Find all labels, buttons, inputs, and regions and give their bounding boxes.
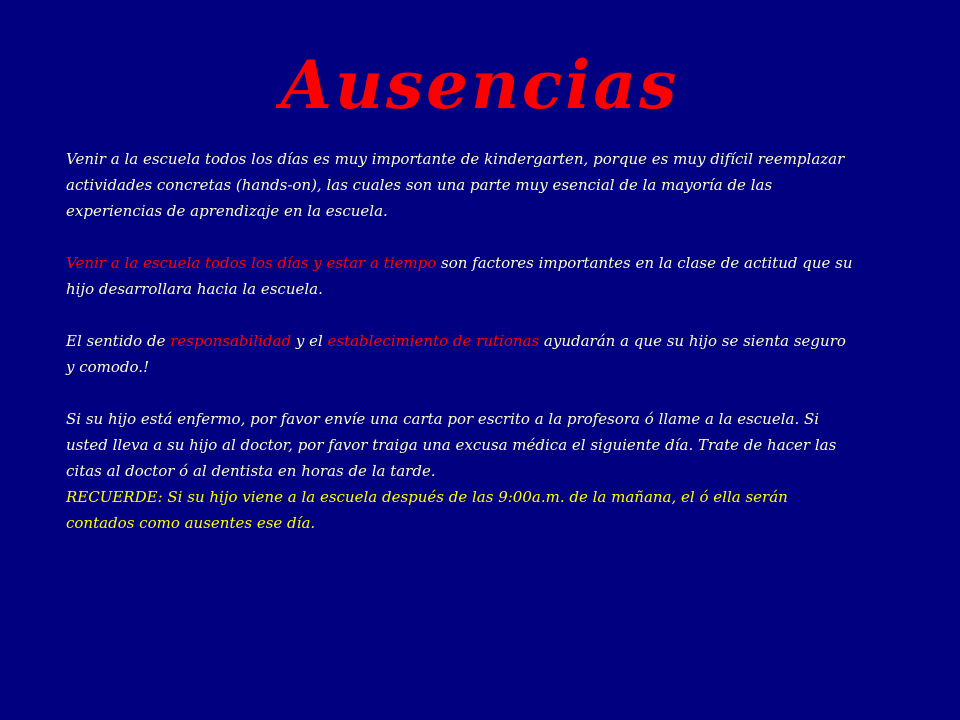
paragraph-text: Si su hijo está enfermo, por favor envíe una carta por escrito a la profesora ó llame a la escuela. Si usted lleva a su hijo al doctor, por favor traiga una excusa médica el siguiente día. Trate de hacer las citas al doctor ó al dentista en horas de la tarde. <box>66 410 837 480</box>
paragraph-text: y el <box>291 332 328 350</box>
paragraph-text: son factores importantes en la clase de actitud que su hijo desarrollara hacia la escuela. <box>66 254 853 298</box>
highlight-responsibility: responsabilidad <box>170 332 292 350</box>
highlight-routines: establecimiento de rutionas <box>327 332 540 350</box>
reminder-text: RECUERDE: Si su hijo viene a la escuela después de las 9:00a.m. de la mañana, el ó ella serán contados como ausentes ese día. <box>66 488 788 532</box>
slide-title: Ausencias <box>280 46 680 124</box>
paragraph-punctuality <box>66 250 856 302</box>
slide-body <box>66 146 856 536</box>
paragraph-text: Venir a la escuela todos los días es muy importante de kindergarten, porque es muy difícil reemplazar actividades concretas (hands-on), las cuales son una parte muy esencial de la mayoría de las experiencias de aprendizaje en la escuela. <box>66 150 845 220</box>
paragraph-attendance-importance <box>66 146 856 224</box>
paragraph-illness <box>66 406 856 484</box>
paragraph-reminder <box>66 484 856 536</box>
paragraph-text: El sentido de <box>66 332 171 350</box>
paragraph-text: ayudarán a que su hijo se sienta seguro y comodo.! <box>66 332 846 376</box>
highlight-text: Venir a la escuela todos los días y estar a tiempo <box>66 254 437 272</box>
paragraph-responsibility <box>66 328 856 380</box>
